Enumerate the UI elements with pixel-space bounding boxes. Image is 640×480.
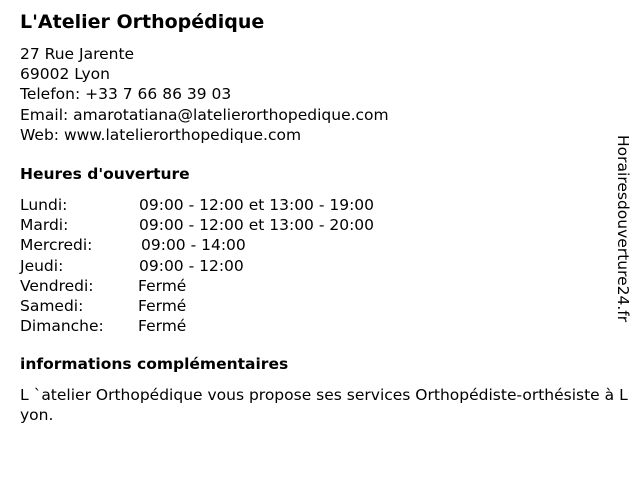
hours-row-sunday bbox=[20, 316, 580, 336]
info-heading: informations complémentaires bbox=[20, 355, 289, 373]
day-hours: 09:00 - 14:00 bbox=[141, 236, 246, 255]
day-label: Mardi: bbox=[20, 216, 69, 235]
day-hours: 09:00 - 12:00 bbox=[139, 256, 244, 275]
hours-row-saturday bbox=[20, 296, 580, 316]
hours-heading: Heures d'ouverture bbox=[20, 165, 190, 183]
business-name: L'Atelier Orthopédique bbox=[20, 11, 265, 33]
day-label: Vendredi: bbox=[20, 276, 94, 295]
hours-row-monday bbox=[20, 195, 580, 215]
day-hours: Fermé bbox=[138, 317, 187, 336]
city-postal: 69002 Lyon bbox=[20, 65, 110, 84]
day-hours: 09:00 - 12:00 et 13:00 - 19:00 bbox=[139, 196, 375, 214]
phone-number: Telefon: +33 7 66 86 39 03 bbox=[20, 85, 232, 104]
day-label: Jeudi: bbox=[20, 256, 64, 275]
hours-row-friday bbox=[20, 276, 580, 296]
day-label: Samedi: bbox=[20, 296, 84, 315]
hours-row-tuesday bbox=[20, 215, 580, 235]
watermark bbox=[612, 135, 634, 345]
contact-block bbox=[20, 44, 389, 145]
hours-row-thursday bbox=[20, 256, 580, 276]
day-hours: Fermé bbox=[138, 296, 187, 315]
street-address: 27 Rue Jarente bbox=[20, 45, 135, 63]
day-label: Lundi: bbox=[20, 196, 68, 214]
hours-table bbox=[20, 195, 580, 336]
info-text: L `atelier Orthopédique vous propose ses services Orthopédiste-orthésiste à Lyon. bbox=[20, 386, 628, 425]
day-hours: 09:00 - 12:00 et 13:00 - 20:00 bbox=[139, 216, 375, 235]
email-address: Email: amarotatiana@latelierorthopedique.com bbox=[20, 105, 389, 124]
hours-row-wednesday bbox=[20, 235, 580, 255]
day-label: Mercredi: bbox=[20, 236, 93, 255]
website: Web: www.latelierorthopedique.com bbox=[20, 125, 302, 144]
day-label: Dimanche: bbox=[20, 317, 104, 336]
watermark-text: Horairesdouverture24.fr bbox=[614, 135, 632, 323]
day-hours: Fermé bbox=[138, 276, 187, 295]
